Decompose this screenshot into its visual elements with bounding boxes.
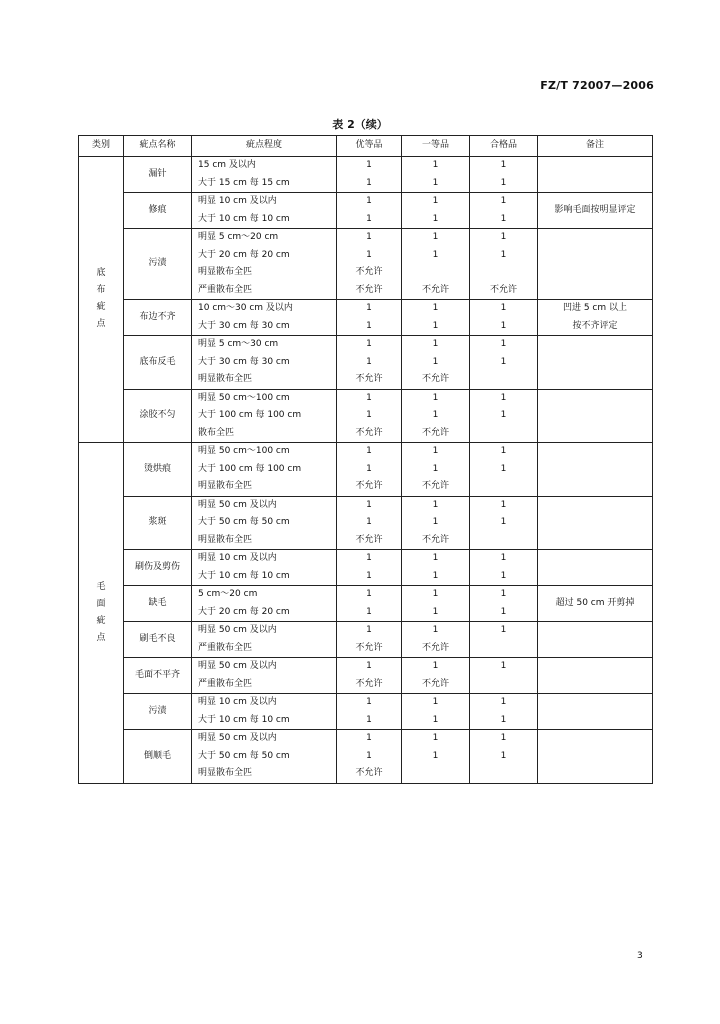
page-number: 3 [637,951,643,961]
grade-value: 1 [432,213,439,224]
grade-value: 不允许 [421,481,449,491]
grade-value: 1 [432,697,439,707]
table-row [79,193,653,229]
degree-line: 明显 50 cm～100 cm [198,392,290,403]
grade-value: 不允许 [355,427,383,438]
grade2-cell [402,622,470,658]
degree-line: 大于 15 cm 每 15 cm [198,177,290,188]
table-row [79,730,653,784]
grade3-cell [470,658,538,694]
degree-line: 明显散布全匹 [198,768,253,778]
grade3-cell [470,300,538,336]
defect-name: 底布反毛 [124,336,192,390]
grade-value: 1 [366,589,372,599]
grade-value: 1 [432,232,439,242]
degree-line: 明显 10 cm 及以内 [198,196,277,206]
grade2-cell [402,443,470,497]
grade-value: 1 [500,733,507,743]
defect-degree-cell [192,550,337,586]
grade-value [470,532,537,550]
grade3-cell [470,694,538,730]
remark-line: 凹进 5 cm 以上 [562,303,628,313]
grade1-cell [337,229,402,300]
grade-value: 1 [500,213,507,224]
grade-value: 1 [432,553,439,563]
grade-value: 不允许 [421,678,449,689]
defect-degree-cell [192,300,337,336]
table-row [79,694,653,730]
defect-name: 毛面不平齐 [124,658,192,694]
grade3-cell [470,193,538,229]
grade2-cell [402,229,470,300]
grade-value: 1 [500,356,507,367]
grade-value: 1 [432,356,439,367]
degree-line: 明显散布全匹 [198,534,253,545]
grade-value [470,765,537,783]
grade2-cell [402,550,470,586]
remarks-cell [538,193,653,229]
grade2-cell [402,300,470,336]
remarks-cell [538,586,653,622]
grade-value: 1 [500,196,507,206]
table-row [79,658,653,694]
grade-value [470,676,537,694]
degree-line: 10 cm～30 cm 及以内 [198,303,293,313]
degree-line: 明显 5 cm～30 cm [198,339,279,349]
grade-value: 1 [500,392,507,403]
remarks-cell [538,443,653,497]
remarks-cell [538,389,653,443]
remarks-cell [538,622,653,658]
grade-value: 1 [500,410,507,420]
grade-value: 1 [366,320,372,331]
table-body [79,157,653,784]
defect-name: 污渍 [124,229,192,300]
col-header-defect-degree: 疵点程度 [192,136,337,157]
grade-value: 不允许 [355,642,383,653]
grade-value: 1 [432,517,439,527]
grade3-cell [470,229,538,300]
grade-value: 1 [366,392,372,403]
grade-value [402,765,469,783]
grade-value: 1 [366,196,372,206]
grade-value: 1 [432,661,439,671]
col-header-defect-name: 疵点名称 [124,136,192,157]
header-row [79,136,653,157]
table-row [79,336,653,390]
table-row [79,229,653,300]
grade-value: 不允许 [355,267,383,277]
grade1-cell [337,443,402,497]
grade-value: 1 [432,606,439,617]
defect-name: 刷毛不良 [124,622,192,658]
grade-value: 1 [432,750,439,761]
grade1-cell [337,389,402,443]
defect-name: 浆斑 [124,496,192,550]
defect-name: 倒顺毛 [124,730,192,784]
grade-value: 1 [432,733,439,743]
grade2-cell [402,389,470,443]
degree-line: 严重散布全匹 [198,284,253,295]
defect-name: 漏针 [124,157,192,193]
grade-value: 1 [366,303,372,313]
grade-value: 1 [366,714,372,725]
grade-value: 1 [500,249,507,260]
grade-value: 1 [366,661,372,671]
degree-line: 大于 50 cm 每 50 cm [198,517,290,527]
grade-value: 1 [500,661,507,671]
remarks-cell [538,730,653,784]
grade-value: 1 [500,339,507,349]
degree-line: 明显散布全匹 [198,481,253,491]
remarks-cell [538,229,653,300]
grade3-cell [470,586,538,622]
col-header-first-grade: 一等品 [402,136,470,157]
remarks-cell [538,157,653,193]
grade-value: 1 [432,410,439,420]
grade-value: 不允许 [355,678,383,689]
degree-line: 大于 50 cm 每 50 cm [198,750,290,761]
defect-name: 修痕 [124,193,192,229]
col-header-premium-grade: 优等品 [337,136,402,157]
grade1-cell [337,496,402,550]
grade-value: 1 [366,232,372,242]
grade1-cell [337,622,402,658]
table-row [79,157,653,193]
grade-value: 1 [366,177,372,188]
remarks-cell [538,300,653,336]
table-row [79,389,653,443]
grade-value: 1 [500,232,507,242]
grade-value: 不允许 [355,534,383,545]
grade-value: 1 [500,606,507,617]
grade2-cell [402,193,470,229]
remark-line: 影响毛面按明显评定 [554,204,636,215]
grade-value: 1 [366,446,372,456]
grade-value: 1 [500,589,507,599]
degree-line: 15 cm 及以内 [198,160,256,170]
grade-value: 不允许 [355,768,383,778]
grade-value: 1 [432,625,439,635]
col-header-category: 类别 [79,136,124,157]
grade-value: 1 [366,410,372,420]
remark-line: 按不齐评定 [572,320,618,331]
grade-value: 1 [432,392,439,403]
col-header-qualified-grade: 合格品 [470,136,538,157]
grade2-cell [402,496,470,550]
category-label: 毛面疵点 [96,581,106,643]
table-row [79,443,653,497]
grade-value: 不允许 [355,374,383,384]
category-label: 底布疵点 [96,268,106,330]
grade1-cell [337,336,402,390]
table-row [79,550,653,586]
grade1-cell [337,300,402,336]
grade3-cell [470,389,538,443]
grade1-cell [337,730,402,784]
category-cell [79,157,124,443]
grade1-cell [337,157,402,193]
table-row [79,300,653,336]
grade-value: 1 [500,714,507,725]
grade1-cell [337,193,402,229]
remarks-cell [538,496,653,550]
grade-value: 不允许 [421,427,449,438]
standard-code: FZ/T 72007—2006 [540,79,654,92]
grade-value: 1 [432,320,439,331]
grade-value: 1 [366,213,372,224]
remark-line: 超过 50 cm 开剪掉 [555,597,635,608]
grade-value [470,425,537,443]
grade-value: 1 [500,177,507,188]
grade-value: 1 [366,249,372,260]
defect-name: 污渍 [124,694,192,730]
remarks-cell [538,550,653,586]
grade-value: 1 [432,177,439,188]
grade-value: 不允许 [421,534,449,545]
defect-degree-cell [192,658,337,694]
defect-degree-cell [192,730,337,784]
grade-value: 1 [500,570,507,581]
grade-value: 不允许 [489,284,517,295]
grade3-cell [470,550,538,586]
degree-line: 明显 10 cm 及以内 [198,553,277,563]
grade-value: 1 [500,463,507,474]
grade2-cell [402,586,470,622]
degree-line: 严重散布全匹 [198,642,253,653]
grade-value: 1 [366,463,372,474]
col-header-remarks: 备注 [538,136,653,157]
grade-value: 不允许 [355,481,383,491]
degree-line: 明显 50 cm～100 cm [198,446,290,456]
degree-line: 明显 50 cm 及以内 [198,625,277,635]
table-row [79,586,653,622]
grade-value: 1 [432,160,439,170]
table-caption: 表 2（续） [332,118,388,131]
degree-line: 明显 50 cm 及以内 [198,733,277,743]
degree-line: 明显 50 cm 及以内 [198,661,277,671]
degree-line: 大于 10 cm 每 10 cm [198,570,290,581]
grade-value: 1 [366,553,372,563]
grade-value: 1 [366,339,372,349]
defect-degree-cell [192,586,337,622]
defect-name: 烫烘痕 [124,443,192,497]
remarks-cell [538,336,653,390]
grade-value: 1 [500,303,507,313]
degree-line: 明显散布全匹 [198,374,253,384]
grade-value: 1 [432,570,439,581]
degree-line: 明显 5 cm～20 cm [198,232,279,242]
remarks-cell [538,658,653,694]
grade-value: 1 [366,160,372,170]
grade-value: 不允许 [421,642,449,653]
defect-degree-cell [192,443,337,497]
grade-value: 1 [500,499,507,510]
degree-line: 大于 20 cm 每 20 cm [198,606,290,617]
grade-value: 1 [366,750,372,761]
grade-value: 1 [366,570,372,581]
grade-value: 1 [366,697,372,707]
grade3-cell [470,443,538,497]
defect-degree-cell [192,157,337,193]
grade3-cell [470,496,538,550]
grade-value: 1 [366,499,372,510]
grade-value: 1 [432,339,439,349]
grade1-cell [337,550,402,586]
grade3-cell [470,336,538,390]
degree-line: 严重散布全匹 [198,678,253,689]
grade3-cell [470,622,538,658]
grade3-cell [470,730,538,784]
grade2-cell [402,694,470,730]
grade3-cell [470,157,538,193]
remarks-cell [538,694,653,730]
defect-degree-cell [192,336,337,390]
grade-value: 1 [500,553,507,563]
grade-value [470,640,537,658]
grade-value [470,371,537,389]
grade1-cell [337,694,402,730]
grade-value: 1 [366,356,372,367]
grade-value: 1 [432,499,439,510]
grade-value: 1 [366,606,372,617]
degree-line: 大于 30 cm 每 30 cm [198,356,290,367]
grade2-cell [402,157,470,193]
grade-value [470,264,537,282]
grade-value: 1 [500,446,507,456]
grade-value: 不允许 [421,284,449,295]
grade-value: 1 [500,320,507,331]
defect-degree-cell [192,193,337,229]
grade-value: 1 [366,625,372,635]
grade-value: 1 [500,517,507,527]
grade-value: 1 [432,463,439,474]
defect-degree-cell [192,694,337,730]
degree-line: 明显散布全匹 [198,267,253,277]
degree-line: 散布全匹 [198,427,235,438]
grade-value: 1 [366,517,372,527]
degree-line: 大于 30 cm 每 30 cm [198,320,290,331]
degree-line: 大于 20 cm 每 20 cm [198,249,290,260]
defect-degree-cell [192,389,337,443]
grade-value: 1 [432,249,439,260]
degree-line: 明显 50 cm 及以内 [198,499,277,510]
grade2-cell [402,658,470,694]
grade-value: 1 [500,625,507,635]
degree-line: 大于 100 cm 每 100 cm [198,410,302,420]
grade-value: 1 [366,733,372,743]
grade-value: 1 [432,714,439,725]
grade-value [470,478,537,496]
grade2-cell [402,336,470,390]
grade-value: 1 [432,589,439,599]
grade2-cell [402,730,470,784]
degree-line: 大于 10 cm 每 10 cm [198,714,290,725]
defect-name: 涂胶不匀 [124,389,192,443]
defect-degree-cell [192,496,337,550]
defect-table [78,135,653,784]
degree-line: 5 cm～20 cm [198,589,258,599]
grade-value: 1 [432,446,439,456]
grade1-cell [337,586,402,622]
grade-value [402,264,469,282]
table-row [79,622,653,658]
grade-value: 1 [432,303,439,313]
category-cell [79,443,124,784]
grade-value: 1 [500,750,507,761]
defect-name: 刷伤及剪伤 [124,550,192,586]
defect-name: 缺毛 [124,586,192,622]
grade-value: 1 [500,160,507,170]
defect-degree-cell [192,229,337,300]
grade-value: 1 [432,196,439,206]
grade-value: 不允许 [355,284,383,295]
grade1-cell [337,658,402,694]
table-row [79,496,653,550]
grade-value: 不允许 [421,374,449,384]
degree-line: 明显 10 cm 及以内 [198,697,277,707]
grade-value: 1 [500,697,507,707]
degree-line: 大于 10 cm 每 10 cm [198,213,290,224]
degree-line: 大于 100 cm 每 100 cm [198,463,302,474]
defect-name: 布边不齐 [124,300,192,336]
defect-degree-cell [192,622,337,658]
